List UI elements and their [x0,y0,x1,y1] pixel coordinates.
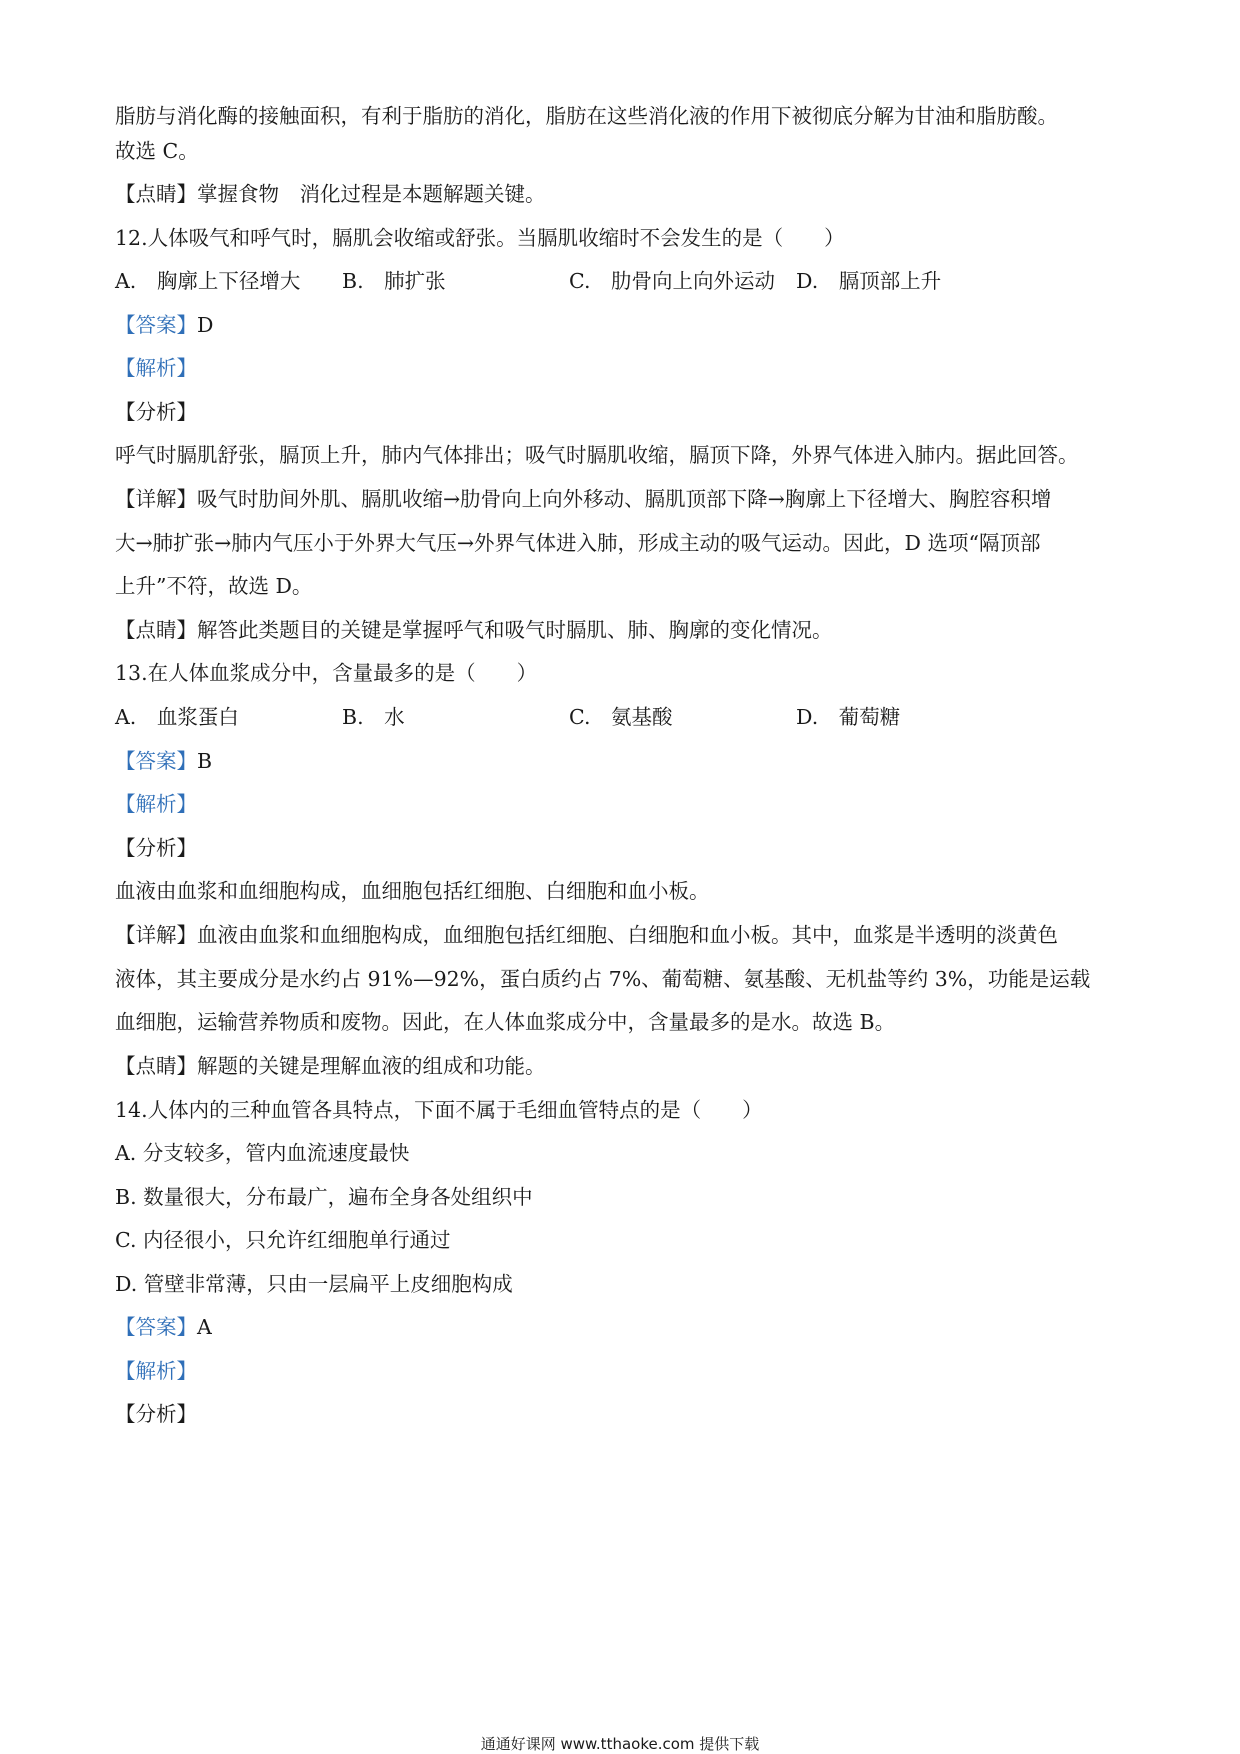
q13-fenxi-text: 血液由血浆和血细胞构成，血细胞包括红细胞、白细胞和血小板。 [115,879,710,903]
xiangjie-tag: 【详解】 [115,487,197,511]
dianjing-text: 掌握食物 消化过程是本题解题关键。 [197,182,546,206]
q13-option-b: B. 水 [342,705,405,729]
dianjing-text: 解题的关键是理解血液的组成和功能。 [197,1054,546,1078]
q13-option-c: C. 氨基酸 [569,705,673,729]
q13-option-a: A. 血浆蛋白 [115,705,239,729]
dianjing-text: 解答此类题目的关键是掌握呼气和吸气时膈肌、肺、胸廓的变化情况。 [197,618,833,642]
q14-option-a: A. 分支较多，管内血流速度最快 [115,1141,410,1165]
q13-xiangjie-line-2: 液体，其主要成分是水约占 91%—92%，蛋白质约占 7%、葡萄糖、氨基酸、无机盐等约 3%，功能是运载 [115,967,1091,991]
xiangjie-text: 血液由血浆和血细胞构成，血细胞包括红细胞、白细胞和血小板。其中，血浆是半透明的淡黄色 [197,923,1058,947]
q14-jiexi-tag: 【解析】 [115,1359,197,1383]
q12-jiexi-tag: 【解析】 [115,356,197,380]
answer-value: A [197,1315,212,1339]
q13-option-d: D. 葡萄糖 [796,705,901,729]
dianjing-tag: 【点睛】 [115,1054,197,1078]
q12-option-b: B. 肺扩张 [342,269,446,293]
q14-option-b: B. 数量很大，分布最广，遍布全身各处组织中 [115,1185,533,1209]
answer-tag: 【答案】 [115,313,197,337]
page-footer: 通通好课网 www.tthaoke.com 提供下载 [480,1735,760,1753]
q12-option-c: C. 肋骨向上向外运动 [569,269,775,293]
q13-answer [115,746,212,776]
q14-fenxi-tag: 【分析】 [115,1402,197,1426]
q12-answer [115,310,213,340]
q13-xiangjie-line [115,920,1058,950]
q14-option-c: C. 内径很小，只允许红细胞单行通过 [115,1228,451,1252]
q13-fenxi-tag: 【分析】 [115,836,197,860]
question-12-stem: 12.人体吸气和呼气时，膈肌会收缩或舒张。当膈肌收缩时不会发生的是（ ） [115,226,845,250]
q12-option-a: A. 胸廓上下径增大 [115,269,301,293]
dianjing-tag: 【点睛】 [115,182,197,206]
answer-tag: 【答案】 [115,749,197,773]
q13-xiangjie-line-3: 血细胞，运输营养物质和废物。因此，在人体血浆成分中，含量最多的是水。故选 B。 [115,1010,896,1034]
q12-fenxi-text: 呼气时膈肌舒张，膈顶上升，肺内气体排出；吸气时膈肌收缩，膈顶下降，外界气体进入肺内。据此回答。 [115,443,1079,467]
q12-option-d: D. 膈顶部上升 [796,269,942,293]
q12-dianjing-line [115,615,833,645]
q14-option-d: D. 管壁非常薄，只由一层扁平上皮细胞构成 [115,1272,513,1296]
q12-xiangjie-line [115,484,1051,514]
xiangjie-tag: 【详解】 [115,923,197,947]
q13-jiexi-tag: 【解析】 [115,792,197,816]
answer-tag: 【答案】 [115,1315,197,1339]
q12-xiangjie-line-2: 大→肺扩张→肺内气压小于外界大气压→外界气体进入肺，形成主动的吸气运动。因此，D 选项“隔顶部 [115,531,1041,555]
q12-fenxi-tag: 【分析】 [115,400,197,424]
question-14-stem: 14.人体内的三种血管各具特点，下面不属于毛细血管特点的是（ ） [115,1098,763,1122]
q12-xiangjie-line-3: 上升”不符，故选 D。 [115,574,313,598]
dianjing-line [115,179,546,209]
question-13-stem: 13.在人体血浆成分中，含量最多的是（ ） [115,661,538,685]
paragraph-line: 故选 C。 [115,139,199,163]
dianjing-tag: 【点睛】 [115,618,197,642]
answer-value: D [197,313,214,337]
q14-answer [115,1312,212,1342]
paragraph-line: 脂肪与消化酶的接触面积，有利于脂肪的消化，脂肪在这些消化液的作用下被彻底分解为甘油和脂肪酸。 [115,104,1058,128]
q13-dianjing-line [115,1051,546,1081]
answer-value: B [197,749,213,773]
xiangjie-text: 吸气时肋间外肌、膈肌收缩→肋骨向上向外移动、膈肌顶部下降→胸廓上下径增大、胸腔容积增 [197,487,1052,511]
